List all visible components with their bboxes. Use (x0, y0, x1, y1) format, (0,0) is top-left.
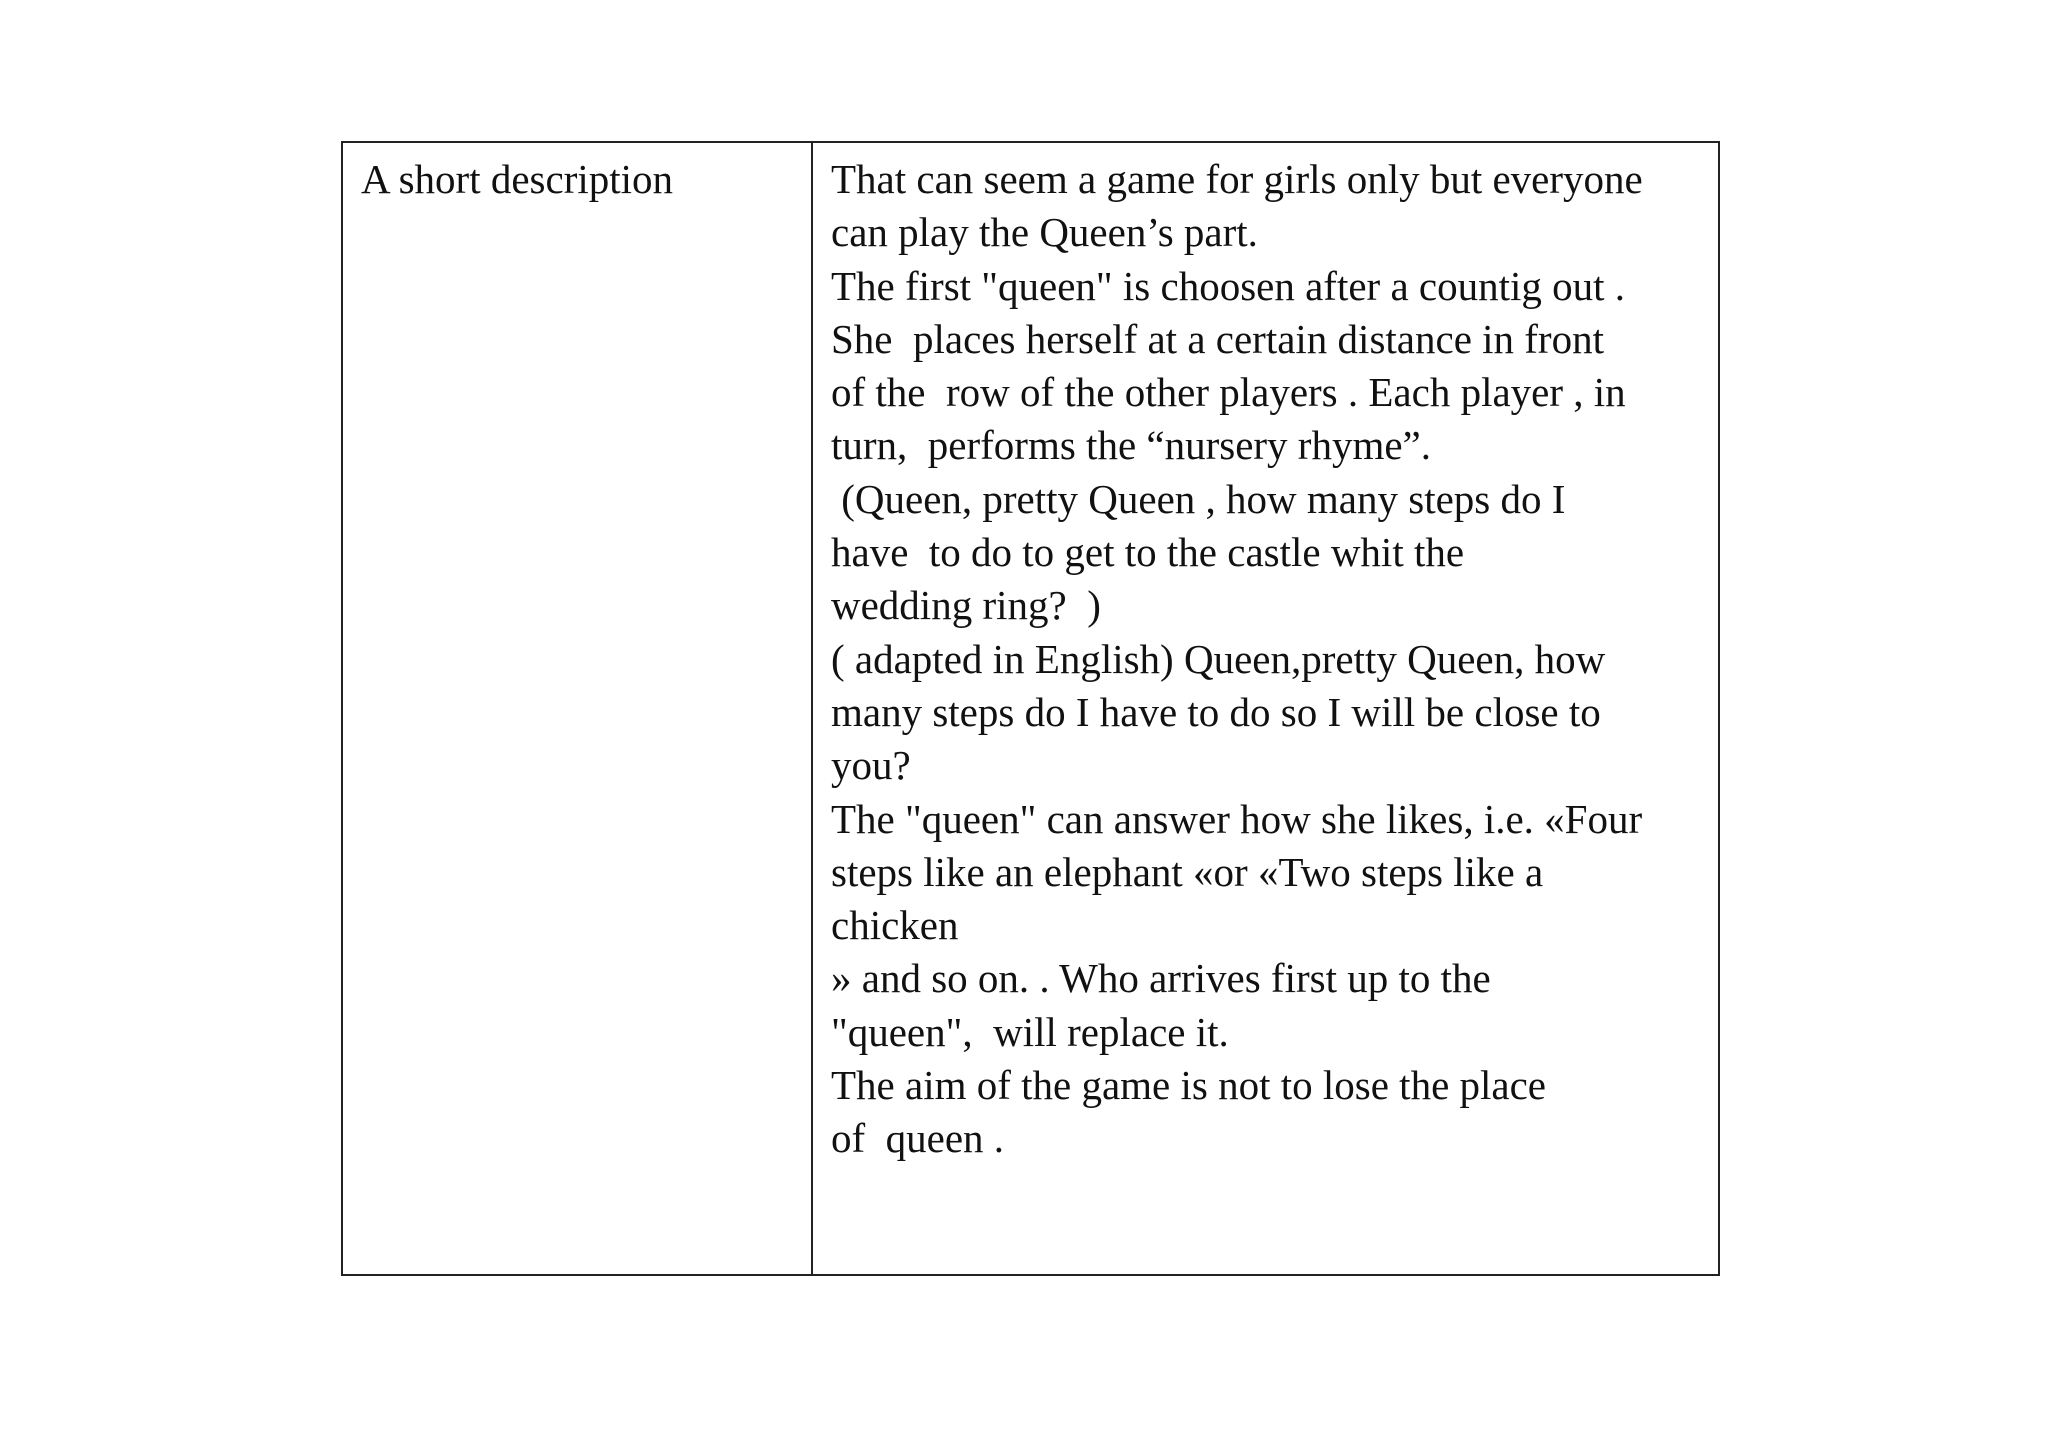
text-line: have to do to get to the castle whit the (831, 529, 1465, 576)
description-text (813, 143, 1718, 1166)
text-line: turn, performs the “nursery rhyme”. (831, 422, 1431, 469)
text-line: you? (831, 742, 911, 789)
text-line: "queen", will replace it. (831, 1008, 1229, 1055)
text-line: chicken (831, 902, 959, 949)
content-cell (812, 142, 1719, 1275)
text-line: She places herself at a certain distance in front (831, 315, 1604, 362)
text-line: ( adapted in English) Queen,pretty Queen, how (831, 635, 1606, 682)
text-line: of the row of the other players . Each player , in (831, 369, 1626, 416)
text-line: The aim of the game is not to lose the place (831, 1062, 1546, 1109)
text-line: can play the Queen’s part. (831, 209, 1258, 256)
text-line: The "queen" can answer how she likes, i.e. «Four (831, 795, 1643, 842)
text-line: » and so on. . Who arrives first up to the (831, 955, 1491, 1002)
row-label: A short description (361, 156, 674, 202)
text-line: The first "queen" is choosen after a countig out . (831, 262, 1626, 309)
table-row (342, 142, 1719, 1275)
text-line: (Queen, pretty Queen , how many steps do I (831, 475, 1566, 522)
text-line: of queen . (831, 1115, 1005, 1162)
text-line: That can seem a game for girls only but everyone (831, 156, 1643, 202)
text-line: steps like an elephant «or «Two steps like a (831, 848, 1544, 895)
text-line: wedding ring? ) (831, 582, 1101, 629)
description-table (341, 141, 1720, 1276)
text-line: many steps do I have to do so I will be close to (831, 688, 1601, 735)
label-cell (342, 142, 812, 1275)
